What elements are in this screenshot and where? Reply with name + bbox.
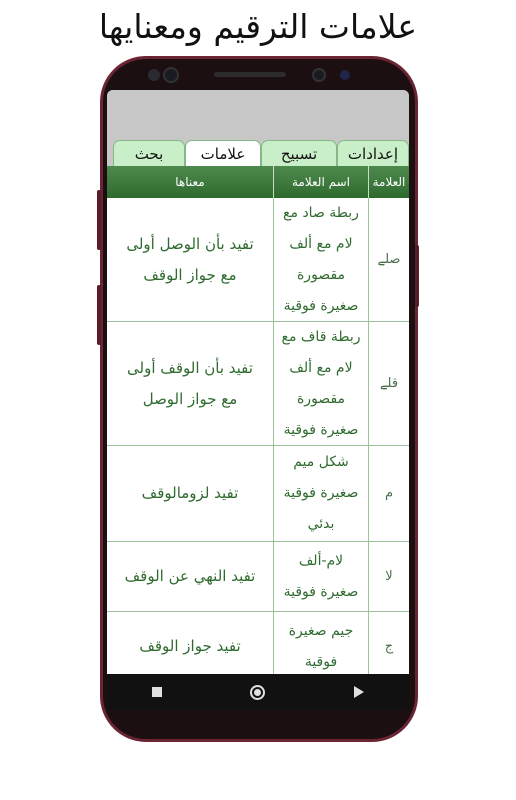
sign-name: جيم صغيرة فوقية [273, 612, 368, 674]
sign-symbol: صلے [368, 198, 409, 321]
sign-symbol: م [368, 446, 409, 541]
power-button [415, 245, 419, 307]
volume-down-button [97, 285, 101, 345]
header-name: اسم العلامة [273, 166, 368, 198]
back-icon [354, 686, 364, 698]
earpiece-speaker [214, 72, 286, 77]
sign-symbol: لا [368, 542, 409, 611]
sign-symbol: قلے [368, 322, 409, 445]
iris-scanner-icon [163, 67, 179, 83]
volume-up-button [97, 190, 101, 250]
table-row[interactable] [107, 446, 409, 542]
home-icon [250, 685, 265, 700]
table-row[interactable] [107, 542, 409, 612]
signs-table [107, 166, 409, 674]
sign-name: شكل ميم صغيرة فوقية بدئي [273, 446, 368, 541]
system-nav-bar [107, 674, 409, 710]
app-header-bar [107, 90, 409, 140]
header-meaning: معناها [175, 175, 205, 189]
tab-settings[interactable]: إعدادات [337, 140, 409, 166]
proximity-sensor-icon [340, 70, 350, 80]
sign-symbol: ج [368, 612, 409, 674]
table-header [107, 166, 409, 198]
back-button[interactable] [344, 677, 374, 707]
sign-meaning: تفيد لزومالوقف [141, 484, 239, 502]
recent-apps-button[interactable] [142, 677, 172, 707]
sign-meaning: تفيد بأن الوقف أولى مع جواز الوصل [127, 358, 253, 408]
tab-search[interactable]: بحث [113, 140, 185, 166]
sign-name: لام-ألف صغيرة فوقية [273, 542, 368, 611]
table-row[interactable] [107, 322, 409, 446]
sign-meaning: تفيد جواز الوقف [139, 637, 241, 655]
home-button[interactable] [243, 677, 273, 707]
app-screen [107, 90, 409, 674]
tab-signs[interactable]: علامات [185, 140, 261, 166]
table-row[interactable] [107, 198, 409, 322]
sign-meaning: تفيد بأن الوصل أولى مع جواز الوقف [126, 234, 254, 284]
sensor-icon [148, 69, 160, 81]
front-camera-icon [312, 68, 326, 82]
table-row[interactable] [107, 612, 409, 674]
sign-name: ربطة صاد مع لام مع ألف مقصورة صغيرة فوقية [273, 198, 368, 321]
sign-name: ربطة قاف مع لام مع ألف مقصورة صغيرة فوقية [273, 322, 368, 445]
recent-apps-icon [152, 687, 162, 697]
promo-title: علامات الترقيم ومعنايها [98, 7, 418, 46]
header-symbol: العلامة [368, 166, 409, 198]
sign-meaning: تفيد النهي عن الوقف [124, 567, 256, 585]
tab-bar [107, 140, 409, 166]
tab-tasbih[interactable]: تسبيح [261, 140, 337, 166]
